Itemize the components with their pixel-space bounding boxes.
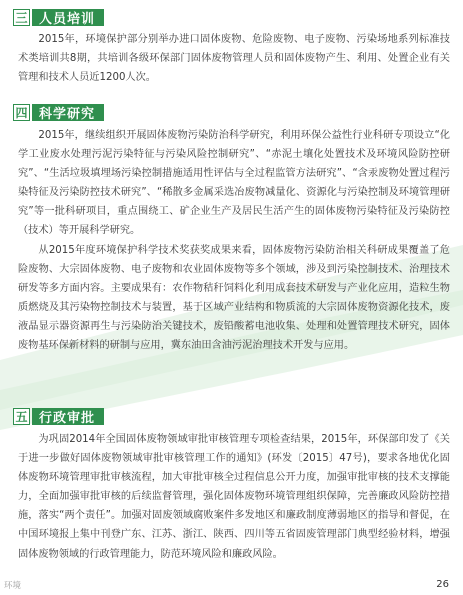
section-number: 四 [13,104,30,121]
section-title: 人员培训 [32,9,104,26]
section-number: 五 [13,408,30,425]
section-number: 三 [13,9,30,26]
paragraph: 2015年，环境保护部分别举办进口固体废物、危险废物、电子废物、污染场地系列标准技术类培训共8期，共培训各级环保部门固体废物管理人员和固体废物产生、利用、处置企业有关管理和技术人员近1200人次。 [18,34,450,84]
section-body-training [18,30,450,87]
section-title: 科学研究 [32,104,104,121]
section-heading-research [13,104,104,121]
paragraph: 为巩固2014年全国固体废物领域审批审核管理专项检查结果，2015年，环保部印发了《关于进一步做好固体废物领域审批审核管理工作的通知》(环发〔2015〕47号)，要求各地优化固体废物环境管理审批审核流程，加大审批审核全过程信息公开力度，加强审批审核的技术支撑能力，全面加强审批审核的后续监督管理，强化固体废物环境管理组织保障，完善廉政风险防控措施，落实“两个责任”。加强对固废领域腐败案件多发地区和廉政制度薄弱地区的指导和督促，在中国环境报上集中刊登广东、江苏、浙江、陕西、四川等五省固废管理部门典型经验材料，增强固体废物领域的行政管理能力，防范环境风险和廉政风险。 [18,434,450,560]
paragraph: 2015年，继续组织开展固体废物污染防治科学研究，利用环保公益性行业科研专项设立“化学工业废水处理污泥污染特征与污染风险控制研究”、“赤泥土壤化处置技术及环境风险防控研究”、“生活垃圾填埋场污染控制措施适用性评估与全过程监管方法研究”、“含汞废物处置过程污染特征及污染防控技术研究”、“稀散多金属采选冶废物减量化、资源化与污染控制及环境管理研究”等一批科研项目，重点围绕工、矿企业生产及居民生活产生的固体废物污染特征及污染防控（技术）等开展科学研究。 [18,130,450,237]
section-heading-training [13,9,104,26]
section-body-approval [18,430,450,564]
section-heading-approval [13,408,104,425]
section-body-research [18,126,450,355]
paragraph: 从2015年度环境保护科学技术奖获奖成果来看，固体废物污染防治相关科研成果覆盖了危险废物、大宗固体废物、电子废物和农业固体废物等多个领域，涉及到污染控制技术、治理技术研发等多方面内容。主要成果有：农作物秸秆饲料化利用成套技术研发与产业化应用，造粒生物质燃烧及其污染物控制技术与装置，基于区域产业结构和物质流的大宗固体废物资源化技术，废液晶显示器资源再生与污染防治关键技术，废铅酸蓄电池收集、处理和处置管理技术研究，固体废物基环保新材料的研制与应用，冀东油田含油污泥治理技术开发与应用。 [18,244,450,352]
page-number: 26 [436,579,449,590]
watermark: 环境 [4,581,22,591]
section-title: 行政审批 [32,408,104,425]
